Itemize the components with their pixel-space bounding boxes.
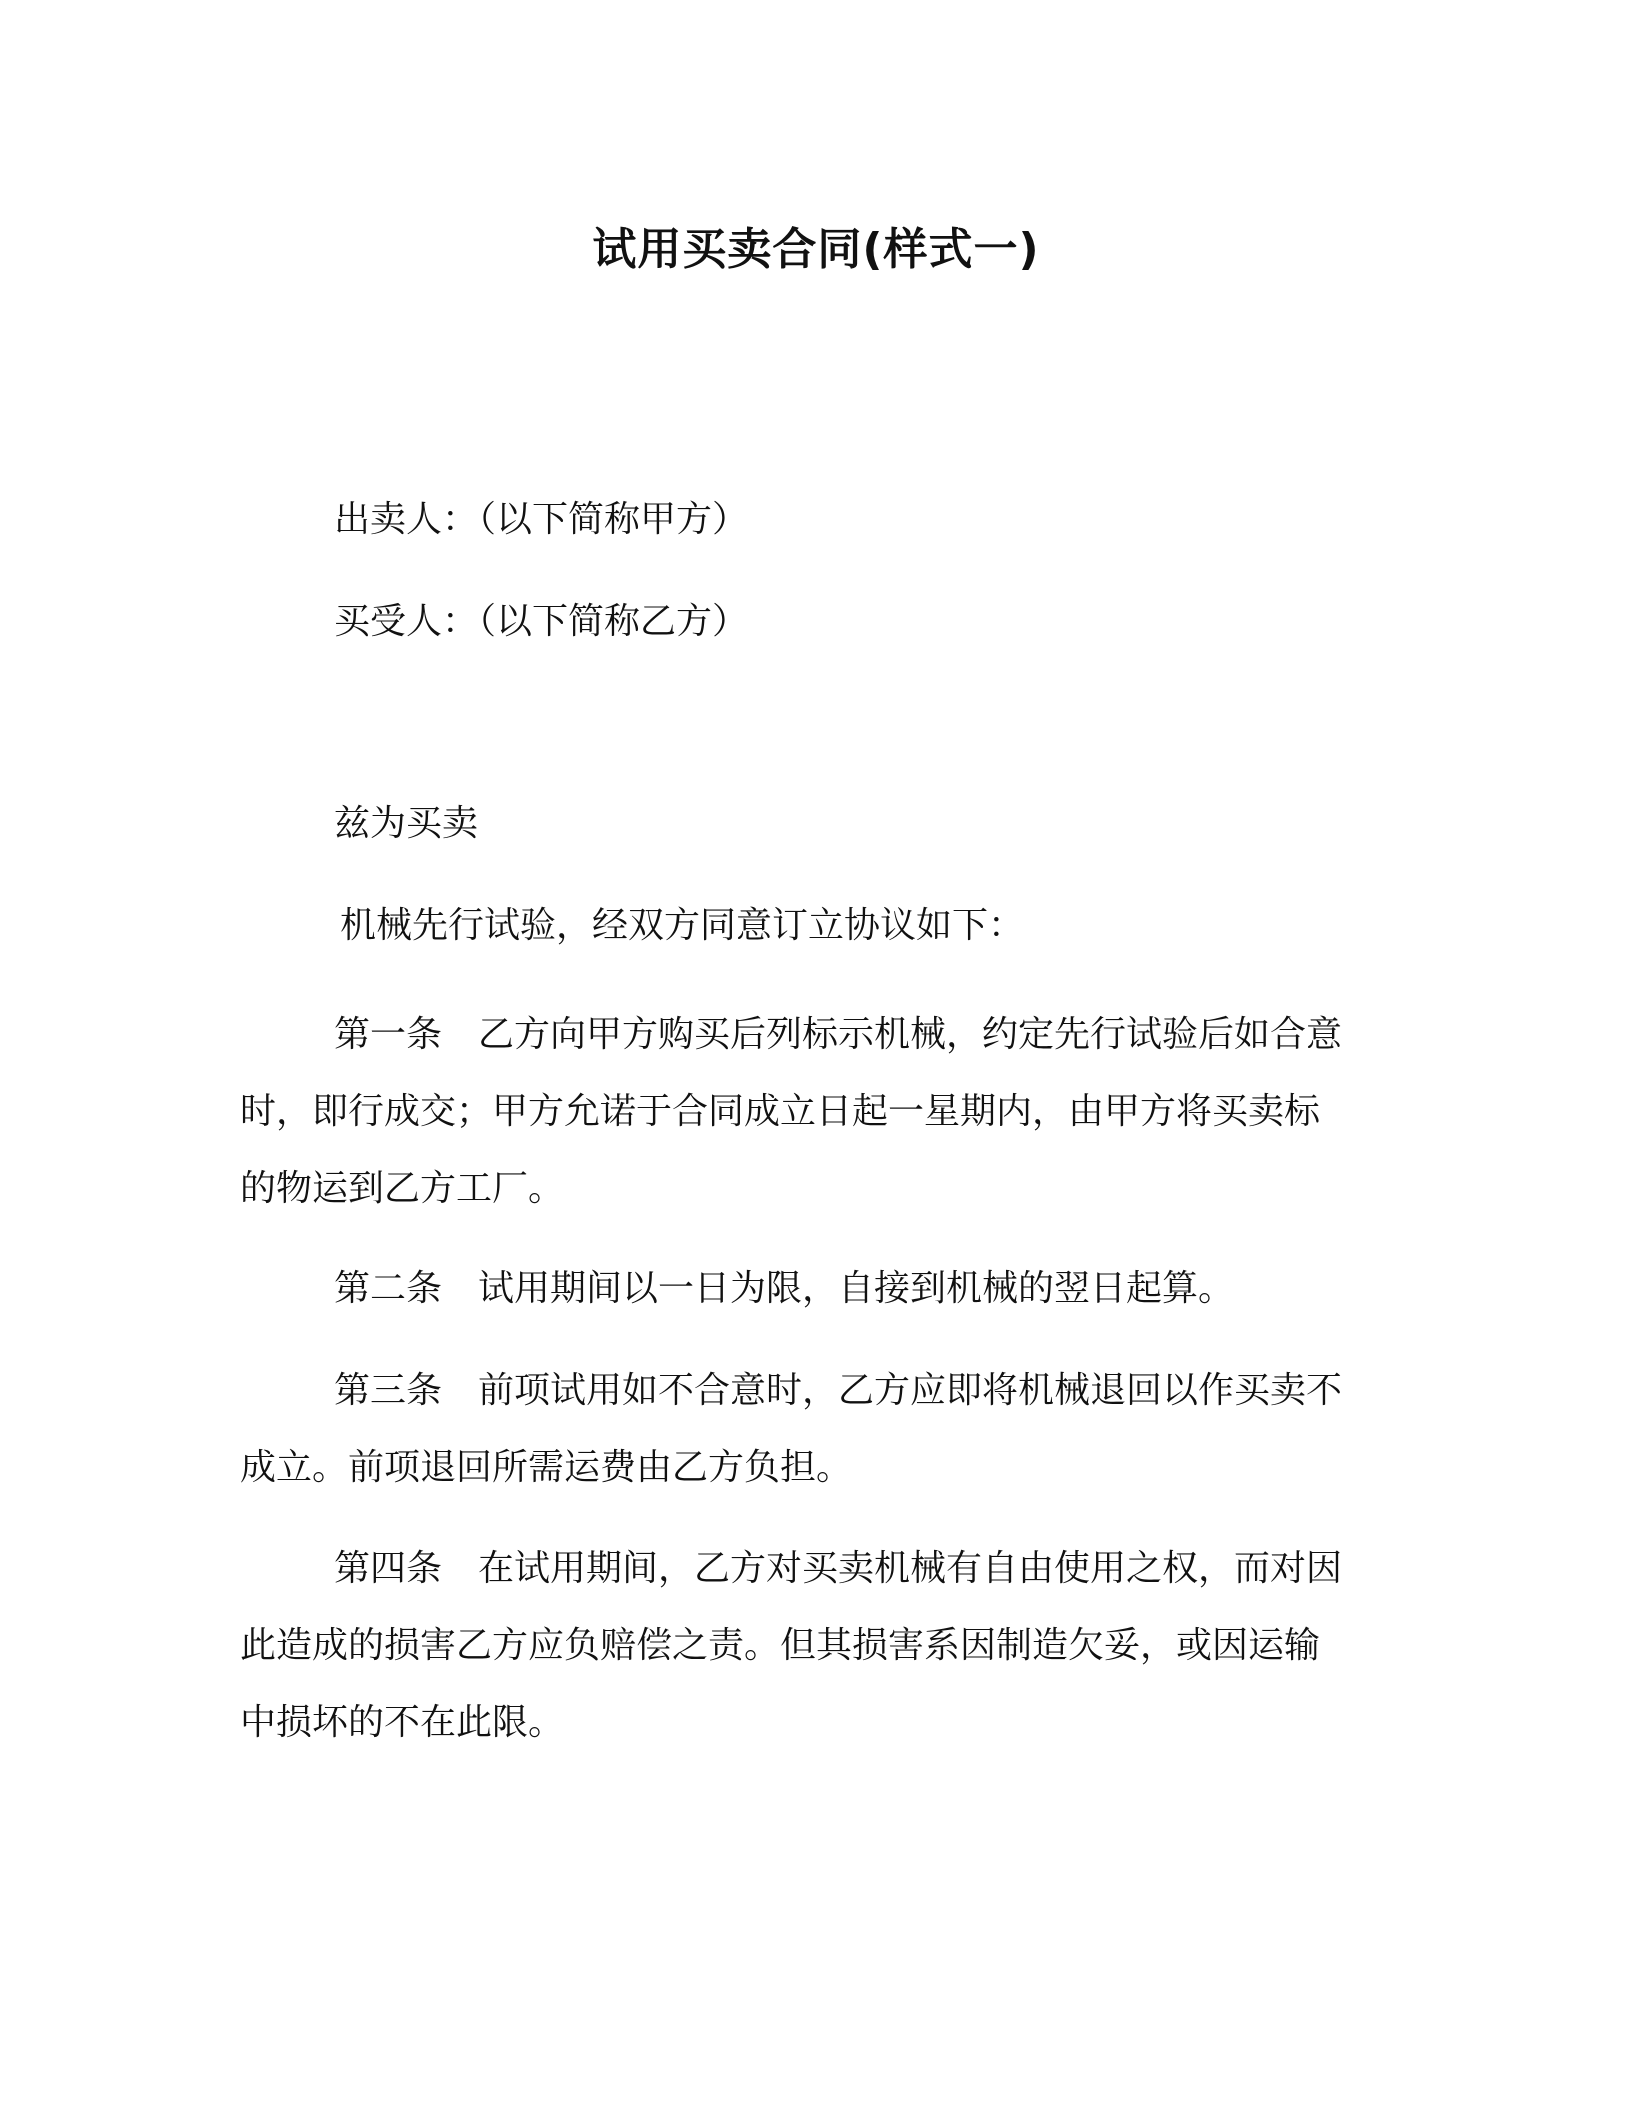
seller-line: 出卖人：（以下简称甲方） (334, 499, 749, 540)
article-4 (240, 1530, 1390, 1761)
article-2 (240, 1250, 1390, 1327)
document-title: 试用买卖合同(样式一) (592, 224, 1040, 275)
article-4-line-2: 此造成的损害乙方应负赔偿之责。但其损害系因制造欠妥，或因运输 (240, 1625, 1321, 1666)
preamble-line-2: 机械先行试验，经双方同意订立协议如下： (340, 905, 1025, 946)
buyer-line: 买受人：（以下简称乙方） (334, 601, 749, 642)
article-1-line-2: 时，即行成交；甲方允诺于合同成立日起一星期内，由甲方将买卖标 (240, 1091, 1321, 1132)
article-1-line-1: 第一条 乙方向甲方购买后列标示机械，约定先行试验后如合意 (334, 1014, 1343, 1055)
preamble-line-1: 兹为买卖 (334, 803, 479, 844)
article-1 (240, 996, 1390, 1227)
article-3-line-1: 第三条 前项试用如不合意时，乙方应即将机械退回以作买卖不 (334, 1370, 1343, 1411)
article-4-line-1: 第四条 在试用期间，乙方对买卖机械有自由使用之权，而对因 (334, 1548, 1343, 1589)
article-3-line-2: 成立。前项退回所需运费由乙方负担。 (240, 1447, 853, 1488)
article-3 (240, 1352, 1390, 1506)
article-1-line-3: 的物运到乙方工厂。 (240, 1168, 565, 1209)
article-4-line-3: 中损坏的不在此限。 (240, 1702, 565, 1743)
article-2-line-1: 第二条 试用期间以一日为限，自接到机械的翌日起算。 (334, 1268, 1235, 1309)
